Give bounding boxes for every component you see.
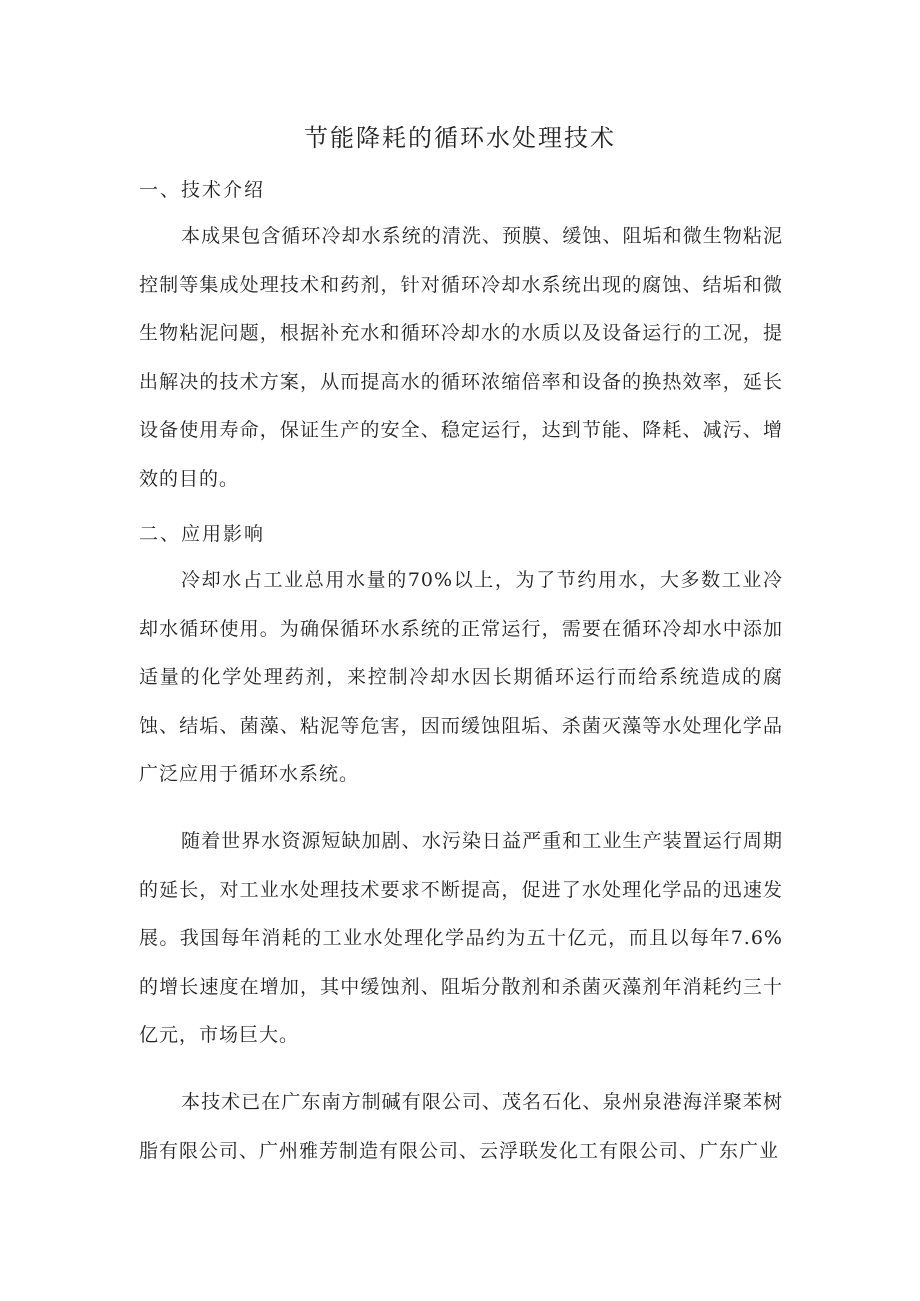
document-title: 节能降耗的循环水处理技术 <box>304 124 616 152</box>
section-heading-tech-intro: 一、技术介绍 <box>139 179 266 201</box>
paragraph-application-3: 本技术已在广东南方制碱有限公司、茂名石化、泉州泉港海洋聚苯树脂有限公司、广州雅芳制造有限公司、云浮联发化工有限公司、广东广业 <box>139 1091 783 1162</box>
paragraph-tech-intro: 本成果包含循环冷却水系统的清洗、预膜、缓蚀、阻垢和微生物粘泥控制等集成处理技术和药剂，针对循环冷却水系统出现的腐蚀、结垢和微生物粘泥问题，根据补充水和循环冷却水的水质以及设备运行的工况，提出解决的技术方案，从而提高水的循环浓缩倍率和设备的换热效率，延长设备使用寿命，保证生产的安全、稳定运行，达到节能、降耗、减污、增效的目的。 <box>139 225 783 490</box>
section-heading-application-impact: 二、应用影响 <box>139 523 266 545</box>
paragraph-application-1: 冷却水占工业总用水量的70%以上，为了节约用水，大多数工业冷却水循环使用。为确保循环水系统的正常运行，需要在循环冷却水中添加适量的化学处理药剂，来控制冷却水因长期循环运行而给系统造成的腐蚀、结垢、菌藻、粘泥等危害，因而缓蚀阻垢、杀菌灭藻等水处理化学品广泛应用于循环水系统。 <box>139 569 783 786</box>
paragraph-application-2: 随着世界水资源短缺加剧、水污染日益严重和工业生产装置运行周期的延长，对工业水处理技术要求不断提高，促进了水处理化学品的迅速发展。我国每年消耗的工业水处理化学品约为五十亿元，而且以每年7.6%的增长速度在增加，其中缓蚀剂、阻垢分散剂和杀菌灭藻剂年消耗约三十亿元，市场巨大。 <box>139 830 783 1047</box>
